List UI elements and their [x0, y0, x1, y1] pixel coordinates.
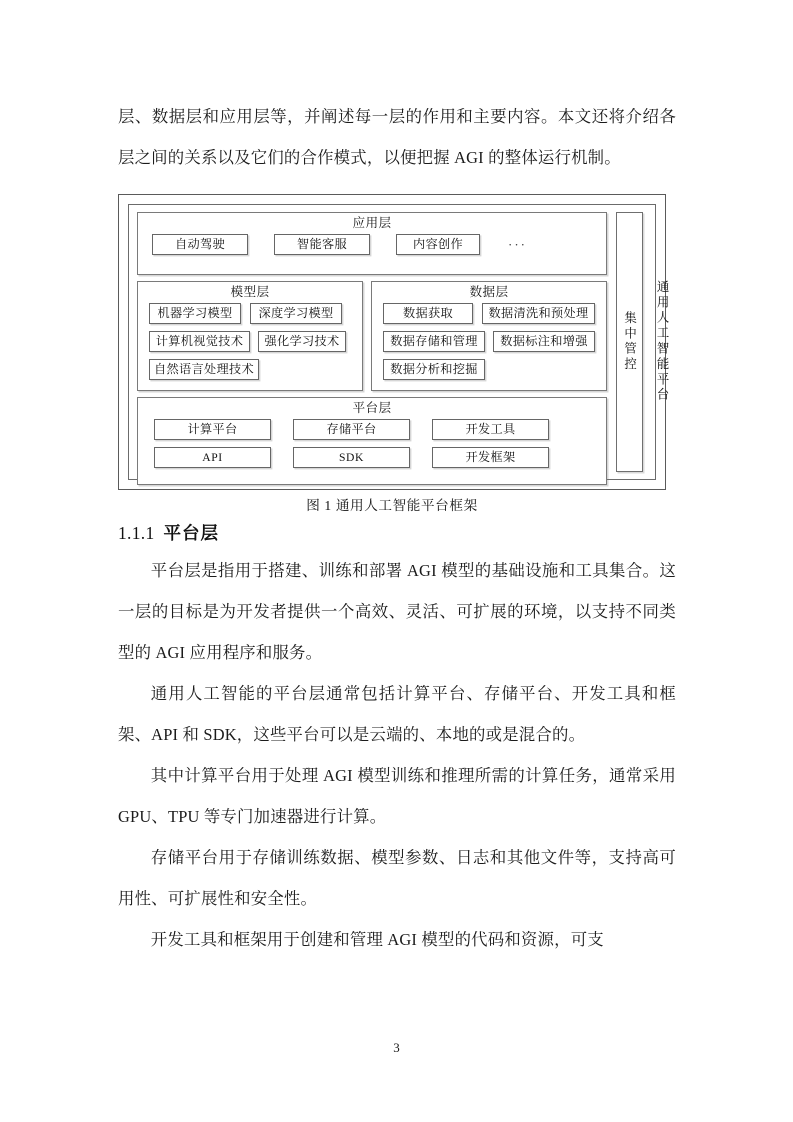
chip-api[interactable]: API	[154, 447, 271, 468]
chip-data-acquisition[interactable]: 数据获取	[383, 303, 473, 324]
chip-deep-learning-model[interactable]: 深度学习模型	[250, 303, 342, 324]
chip-sdk[interactable]: SDK	[293, 447, 410, 468]
chip-dev-tools[interactable]: 开发工具	[432, 419, 549, 440]
paragraph-1: 平台层是指用于搭建、训练和部署 AGI 模型的基础设施和工具集合。这一层的目标是为开发者提供一个高效、灵活、可扩展的环境，以支持不同类型的 AGI 应用程序和服务。	[118, 561, 676, 662]
layer-model	[137, 281, 363, 391]
centralized-control-column[interactable]	[616, 212, 643, 472]
chip-autonomous-driving[interactable]: 自动驾驶	[152, 234, 248, 255]
layer-application	[137, 212, 607, 275]
centralized-control-label: 集中管控	[622, 311, 637, 373]
paragraph-5: 开发工具和框架用于创建和管理 AGI 模型的代码和资源，可支	[150, 930, 604, 949]
chip-content-creation[interactable]: 内容创作	[396, 234, 480, 255]
chip-data-storage-management[interactable]: 数据存储和管理	[383, 331, 485, 352]
page-content	[118, 96, 676, 960]
page-number: 3	[393, 1040, 400, 1055]
figure-caption: 图 1 通用人工智能平台框架	[306, 498, 478, 513]
chip-nlp-tech[interactable]: 自然语言处理技术	[149, 359, 259, 380]
diagram-outer-frame	[118, 194, 670, 490]
paragraph-2: 通用人工智能的平台层通常包括计算平台、存储平台、开发工具和框架、API 和 SDK，这些平台可以是云端的、本地的或是混合的。	[118, 684, 676, 744]
layer-model-title: 模型层	[230, 285, 270, 299]
chip-data-analysis-mining[interactable]: 数据分析和挖掘	[383, 359, 485, 380]
layer-stack	[137, 212, 607, 472]
layer-platform-title: 平台层	[352, 401, 392, 415]
layer-data-title: 数据层	[469, 285, 509, 299]
chip-data-annotation-augmentation[interactable]: 数据标注和增强	[493, 331, 595, 352]
section-heading-number: 1.1.1	[118, 523, 155, 543]
chip-storage-platform[interactable]: 存储平台	[293, 419, 410, 440]
diagram-inner-frame	[128, 204, 670, 480]
chip-computer-vision-tech[interactable]: 计算机视觉技术	[149, 331, 250, 352]
chip-machine-learning-model[interactable]: 机器学习模型	[149, 303, 241, 324]
chip-data-cleaning-preprocessing[interactable]: 数据清洗和预处理	[482, 303, 595, 324]
paragraph-4: 存储平台用于存储训练数据、模型参数、日志和其他文件等，支持高可用性、可扩展性和安全性。	[118, 848, 676, 908]
layer-platform	[137, 397, 607, 485]
layer-data	[371, 281, 607, 391]
platform-side-label	[647, 212, 677, 472]
ellipsis-icon: ···	[508, 237, 527, 252]
paragraph-3: 其中计算平台用于处理 AGI 模型训练和推理所需的计算任务，通常采用 GPU、TPU 等专门加速器进行计算。	[118, 766, 676, 826]
platform-side-label-text: 通用人工智能平台	[655, 280, 670, 404]
chip-reinforcement-learning-tech[interactable]: 强化学习技术	[258, 331, 346, 352]
chip-dev-framework[interactable]: 开发框架	[432, 447, 549, 468]
layer-application-title: 应用层	[352, 216, 392, 230]
section-heading-text: 平台层	[163, 523, 219, 543]
intro-paragraph: 层、数据层和应用层等，并阐述每一层的作用和主要内容。本文还将介绍各层之间的关系以及它们的合作模式，以便把握 AGI 的整体运行机制。	[118, 107, 676, 167]
figure-1	[118, 194, 676, 513]
chip-compute-platform[interactable]: 计算平台	[154, 419, 271, 440]
chip-smart-customer-service[interactable]: 智能客服	[274, 234, 370, 255]
